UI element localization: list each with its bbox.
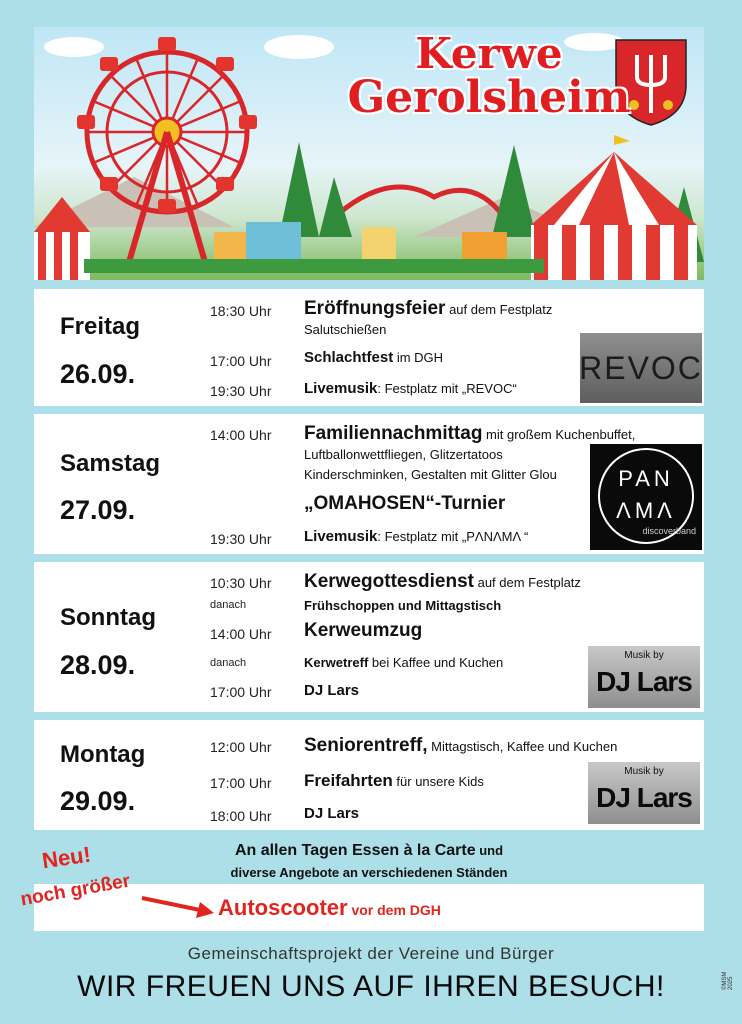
- footer-subtitle: Gemeinschaftsprojekt der Vereine und Bürger: [187, 944, 555, 963]
- day-name: Montag: [60, 741, 146, 768]
- footer-headline: WIR FREUEN UNS AUF IHREN BESUCH!: [77, 970, 665, 1003]
- day-name: Sonntag: [60, 604, 156, 631]
- event-title: Kerwetreff: [304, 655, 369, 670]
- event: [304, 493, 505, 515]
- event-detail: bei Kaffee und Kuchen: [368, 655, 504, 670]
- event-time: danach: [210, 657, 247, 669]
- autoscooter-detail: vor dem DGH: [347, 902, 441, 918]
- day-date: 28.09.: [60, 650, 136, 680]
- header-banner: [34, 27, 704, 280]
- event-title: Freifahrten: [304, 771, 393, 790]
- day-date: 26.09.: [60, 359, 136, 389]
- event: [304, 423, 635, 445]
- day-date: 29.09.: [60, 786, 136, 816]
- event-title: DJ Lars: [304, 682, 360, 699]
- circus-tent-right-icon: [531, 135, 697, 280]
- event-sub: Salutschießen: [304, 322, 387, 337]
- event-title: Kerwegottesdienst: [304, 571, 474, 592]
- event: [304, 380, 517, 398]
- dj-logo-name: DJ Lars: [596, 666, 692, 697]
- event-title: „OMAHOSEN“-Turnier: [304, 493, 506, 514]
- autoscooter-title: Autoscooter: [218, 895, 348, 920]
- event-time: 18:00 Uhr: [210, 808, 272, 824]
- day-card-montag: [34, 720, 704, 830]
- event-detail: mit großem Kuchenbuffet,: [482, 427, 636, 442]
- title-line-2: Gerolsheim: [347, 71, 631, 123]
- dj-logo-caption: Musik by: [624, 766, 664, 777]
- day-card-sonntag: [34, 562, 704, 712]
- dj-logo-name: DJ Lars: [596, 782, 692, 813]
- event-title: Frühschoppen und Mittagstisch: [304, 598, 502, 613]
- event-detail: im DGH: [393, 350, 444, 365]
- event-detail: auf dem Festplatz: [445, 302, 553, 317]
- day-name: Samstag: [60, 450, 161, 477]
- event-time: 14:00 Uhr: [210, 427, 272, 443]
- event-title: Schlachtfest: [304, 349, 394, 366]
- event-detail: : Festplatz mit „REVOC“: [377, 381, 517, 396]
- event-title: Seniorentreff,: [304, 735, 428, 756]
- event-detail: auf dem Festplatz: [473, 575, 581, 590]
- event: [304, 682, 359, 700]
- event-title: Eröffnungsfeier: [304, 298, 446, 319]
- arrow-right-icon: [138, 890, 218, 920]
- event: [304, 771, 484, 791]
- dj-logo: [588, 762, 700, 824]
- food-notice: [34, 840, 704, 884]
- logo-sub: discoverband: [642, 526, 696, 536]
- event-time: 17:00 Uhr: [210, 353, 272, 369]
- logo-bottom: ΛMΛ: [616, 498, 676, 523]
- event: [304, 620, 422, 642]
- event-time: 10:30 Uhr: [210, 575, 272, 591]
- day-name: Freitag: [60, 313, 141, 340]
- autoscooter-box: [34, 884, 704, 931]
- event: [304, 654, 503, 672]
- event: [304, 528, 528, 546]
- dj-logo-caption: Musik by: [624, 650, 664, 661]
- band-logo-panama: [590, 444, 702, 550]
- event-time: 18:30 Uhr: [210, 303, 272, 319]
- copyright: ©MSM 2025: [722, 971, 734, 990]
- day-date: 27.09.: [60, 495, 136, 525]
- event-title: Familiennachmittag: [304, 423, 483, 444]
- page-title: [324, 29, 654, 123]
- title-line-1: Kerwe: [415, 29, 563, 78]
- event-time: 19:30 Uhr: [210, 383, 272, 399]
- event-sub: Luftballonwettfliegen, Glitzertatoos: [304, 447, 503, 462]
- event-title: Livemusik: [304, 380, 378, 397]
- event: [304, 735, 617, 757]
- event-title: Kerweumzug: [304, 620, 423, 641]
- event: [304, 571, 581, 593]
- event-time: 17:00 Uhr: [210, 684, 272, 700]
- event-detail: : Festplatz mit „PΛNΛMΛ “: [377, 529, 529, 544]
- day-card-samstag: [34, 414, 704, 554]
- notice-line1: An allen Tagen Essen à la Carte: [234, 842, 476, 859]
- ferris-wheel-icon: [77, 37, 257, 262]
- day-card-freitag: [34, 289, 704, 406]
- event-sub: Kinderschminken, Gestalten mit Glitter Glou: [304, 467, 557, 482]
- event-title: Livemusik: [304, 528, 378, 545]
- event: [304, 805, 359, 823]
- dj-logo: [588, 646, 700, 708]
- event-detail: Mittagstisch, Kaffee und Kuchen: [427, 739, 618, 754]
- autoscooter-text: [218, 895, 441, 921]
- event-time: danach: [210, 599, 247, 611]
- band-logo-revoc: REVOC: [580, 333, 702, 403]
- event: [304, 597, 501, 615]
- event-time: 14:00 Uhr: [210, 626, 272, 642]
- logo-top: PAN: [618, 466, 674, 491]
- event-time: 17:00 Uhr: [210, 775, 272, 791]
- new-badge: Neu!: [40, 841, 93, 874]
- notice-line1-rest: und: [475, 843, 504, 858]
- event-time: 19:30 Uhr: [210, 531, 272, 547]
- event-time: 12:00 Uhr: [210, 739, 272, 755]
- new-badge-sub: noch größer: [18, 870, 132, 911]
- event: [304, 349, 443, 367]
- event: [304, 298, 552, 320]
- event-detail: für unsere Kids: [392, 774, 484, 789]
- event-title: DJ Lars: [304, 805, 360, 822]
- notice-line2: diverse Angebote an verschiedenen Ständen: [230, 865, 508, 880]
